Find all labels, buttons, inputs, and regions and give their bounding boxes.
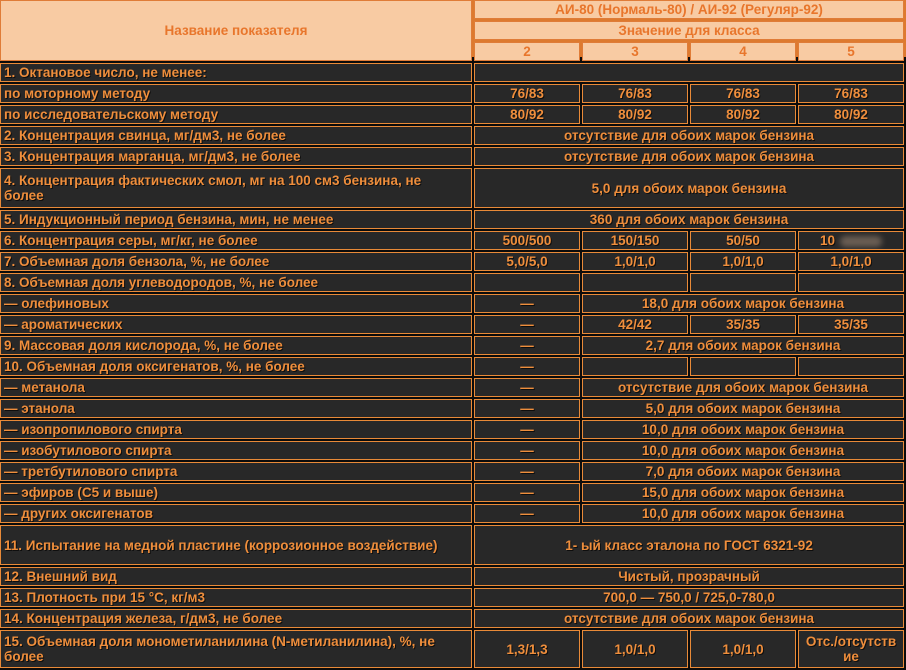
merged-value-cell: 18,0 для обоих марок бензина [582, 294, 904, 313]
merged-value-cell: 10,0 для обоих марок бензина [582, 504, 904, 523]
merged-value-cell: отсутствие для обоих марок бензина [474, 126, 904, 145]
value-cell [582, 357, 688, 376]
row-label-cell: 4. Концентрация фактических смол, мг на 100 см3 бензина, не более [0, 168, 472, 208]
dash-cell: — [474, 420, 580, 439]
dash-cell: — [474, 336, 580, 355]
value-text: 10 [820, 233, 836, 248]
value-cell: 35/35 [798, 315, 904, 334]
dash-cell: — [474, 483, 580, 502]
spec-row [0, 378, 904, 397]
row-label-cell: по моторному методу [0, 84, 472, 103]
merged-value-cell [474, 63, 904, 82]
merged-value-cell: 5,0 для обоих марок бензина [582, 399, 904, 418]
value-cell [582, 273, 688, 292]
merged-value-cell: Чистый, прозрачный [474, 567, 904, 586]
row-label-cell: 6. Концентрация серы, мг/кг, не более [0, 231, 472, 250]
value-cell: 35/35 [690, 315, 796, 334]
row-label-cell: — этанола [0, 399, 472, 418]
merged-value-cell: 2,7 для обоих марок бензина [582, 336, 904, 355]
class-5-header: 5 [798, 42, 904, 61]
row-label-cell: по исследовательскому методу [0, 105, 472, 124]
row-label-cell: 5. Индукционный период бензина, мин, не менее [0, 210, 472, 229]
table-body [0, 63, 904, 668]
row-label-cell: 13. Плотность при 15 °C, кг/м3 [0, 588, 472, 607]
value-cell: 1,0/1,0 [690, 252, 796, 271]
row-label-cell: 7. Объемная доля бензола, %, не более [0, 252, 472, 271]
spec-row [0, 147, 904, 166]
merged-value-cell: 7,0 для обоих марок бензина [582, 462, 904, 481]
value-cell: 80/92 [798, 105, 904, 124]
value-cell: 500/500 [474, 231, 580, 250]
row-label-cell: 2. Концентрация свинца, мг/дм3, не более [0, 126, 472, 145]
row-label-cell: 12. Внешний вид [0, 567, 472, 586]
column-header-name: Название показателя [0, 0, 472, 61]
row-label-cell: — олефиновых [0, 294, 472, 313]
spec-row [0, 252, 904, 271]
value-cell [690, 273, 796, 292]
spec-row [0, 357, 904, 376]
column-header-grades: АИ-80 (Нормаль-80) / АИ-92 (Регуляр-92) [474, 0, 904, 19]
spec-row [0, 231, 904, 250]
value-cell: 80/92 [474, 105, 580, 124]
row-label-cell: 9. Массовая доля кислорода, %, не более [0, 336, 472, 355]
value-cell: 1,3/1,3 [474, 630, 580, 668]
row-label-cell: 15. Объемная доля монометиланилина (N-метиланилина), %, не более [0, 630, 472, 668]
merged-value-cell: 360 для обоих марок бензина [474, 210, 904, 229]
spec-row [0, 483, 904, 502]
row-label-cell: — эфиров (С5 и выше) [0, 483, 472, 502]
spec-row [0, 294, 904, 313]
spec-row [0, 609, 904, 628]
merged-value-cell: отсутствие для обоих марок бензина [582, 378, 904, 397]
spec-row [0, 168, 904, 208]
value-cell: 1,0/1,0 [798, 252, 904, 271]
value-cell: 50/50 [690, 231, 796, 250]
value-cell: 76/83 [474, 84, 580, 103]
value-cell: 80/92 [690, 105, 796, 124]
spec-row [0, 504, 904, 523]
value-cell: 76/83 [798, 84, 904, 103]
value-cell: 42/42 [582, 315, 688, 334]
row-label-cell: — метанола [0, 378, 472, 397]
spec-row [0, 105, 904, 124]
row-label-cell: 14. Концентрация железа, г/дм3, не более [0, 609, 472, 628]
value-cell: 150/150 [582, 231, 688, 250]
value-cell: — [474, 357, 580, 376]
spec-row [0, 420, 904, 439]
dash-cell: — [474, 294, 580, 313]
value-cell: — [474, 315, 580, 334]
merged-value-cell: отсутствие для обоих марок бензина [474, 147, 904, 166]
value-cell: Отс./отсутствие [798, 630, 904, 668]
row-label-cell: — третбутилового спирта [0, 462, 472, 481]
dash-cell: — [474, 399, 580, 418]
value-cell: 1,0/1,0 [582, 252, 688, 271]
row-label-cell: 3. Концентрация марганца, мг/дм3, не более [0, 147, 472, 166]
value-cell [690, 357, 796, 376]
class-3-header: 3 [582, 42, 688, 61]
dash-cell: — [474, 378, 580, 397]
row-label-cell: — изопропилового спирта [0, 420, 472, 439]
value-cell [474, 273, 580, 292]
spec-row [0, 315, 904, 334]
spec-row [0, 567, 904, 586]
value-cell [798, 357, 904, 376]
table-header [0, 0, 904, 61]
row-label-cell: — других оксигенатов [0, 504, 472, 523]
value-cell: 1,0/1,0 [582, 630, 688, 668]
dash-cell: — [474, 462, 580, 481]
spec-row [0, 84, 904, 103]
merged-value-cell: 5,0 для обоих марок бензина [474, 168, 904, 208]
merged-value-cell: 10,0 для обоих марок бензина [582, 420, 904, 439]
value-cell: 76/83 [690, 84, 796, 103]
dash-cell: — [474, 441, 580, 460]
spec-row [0, 210, 904, 229]
redaction-smudge [840, 236, 882, 247]
value-cell [798, 273, 904, 292]
dash-cell: — [474, 504, 580, 523]
merged-value-cell: 1- ый класс эталона по ГОСТ 6321-92 [474, 525, 904, 565]
value-cell: 76/83 [582, 84, 688, 103]
merged-value-cell: 700,0 — 750,0 / 725,0-780,0 [474, 588, 904, 607]
row-label-cell: 11. Испытание на медной пластине (коррозионное воздействие) [0, 525, 472, 565]
spec-row [0, 126, 904, 145]
value-cell: 1,0/1,0 [690, 630, 796, 668]
spec-row [0, 399, 904, 418]
column-header-subtitle: Значение для класса [474, 21, 904, 40]
value-cell: 80/92 [582, 105, 688, 124]
header-row-group [0, 0, 904, 19]
row-label-cell: — изобутилового спирта [0, 441, 472, 460]
merged-value-cell: отсутствие для обоих марок бензина [474, 609, 904, 628]
merged-value-cell: 10,0 для обоих марок бензина [582, 441, 904, 460]
class-2-header: 2 [474, 42, 580, 61]
value-cell [798, 231, 904, 250]
class-4-header: 4 [690, 42, 796, 61]
row-label-cell: 8. Объемная доля углеводородов, %, не более [0, 273, 472, 292]
spec-row [0, 441, 904, 460]
value-cell: 5,0/5,0 [474, 252, 580, 271]
spec-row [0, 336, 904, 355]
row-label-cell: 10. Объемная доля оксигенатов, %, не более [0, 357, 472, 376]
spec-row [0, 588, 904, 607]
spec-row [0, 63, 904, 82]
spec-row [0, 273, 904, 292]
spec-row [0, 525, 904, 565]
row-label-cell: 1. Октановое число, не менее: [0, 63, 472, 82]
spec-row [0, 462, 904, 481]
spec-row [0, 630, 904, 668]
row-label-cell: — ароматических [0, 315, 472, 334]
merged-value-cell: 15,0 для обоих марок бензина [582, 483, 904, 502]
